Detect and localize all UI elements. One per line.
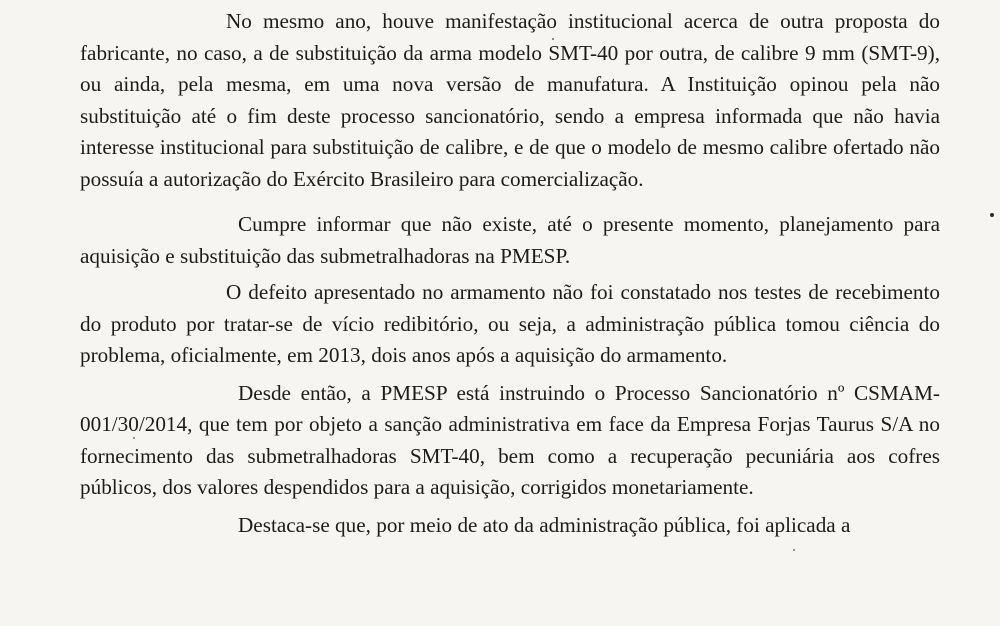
scan-speck	[793, 549, 795, 551]
scan-speck	[990, 213, 994, 217]
scan-speck	[133, 437, 135, 439]
scan-speck	[552, 38, 554, 40]
paragraph: Desde então, a PMESP está instruindo o Processo Sancionatório nº CSMAM-001/30/2014, que tem por objeto a sanção administrativa em face da Empresa Forjas Taurus S/A no fornecimento das submetralhadoras SMT-40, bem como a recuperação pecuniária aos cofres públicos, dos valores despendidos para a aquisição, corrigidos monetariamente.	[80, 380, 940, 499]
document-body	[80, 6, 940, 541]
paragraph: No mesmo ano, houve manifestação institucional acerca de outra proposta do fabricante, no caso, a de substituição da arma modelo SMT-40 por outra, de calibre 9 mm (SMT-9), ou ainda, pela mesma, em uma nova versão de manufatura. A Instituição opinou pela não substituição até o fim deste processo sancionatório, sendo a empresa informada que não havia interesse institucional para substituição de calibre, e de que o modelo de mesmo calibre ofertado não possuía a autorização do Exército Brasileiro para comercialização.	[80, 9, 940, 191]
paragraph: O defeito apresentado no armamento não foi constatado nos testes de recebimento do produto por tratar-se de vício redibitório, ou seja, a administração pública tomou ciência do problema, oficialmente, em 2013, dois anos após a aquisição do armamento.	[80, 280, 940, 367]
paragraph: Cumpre informar que não existe, até o presente momento, planejamento para aquisição e substituição das submetralhadoras na PMESP.	[80, 212, 940, 268]
paragraph: Destaca-se que, por meio de ato da administração pública, foi aplicada a	[238, 512, 851, 537]
